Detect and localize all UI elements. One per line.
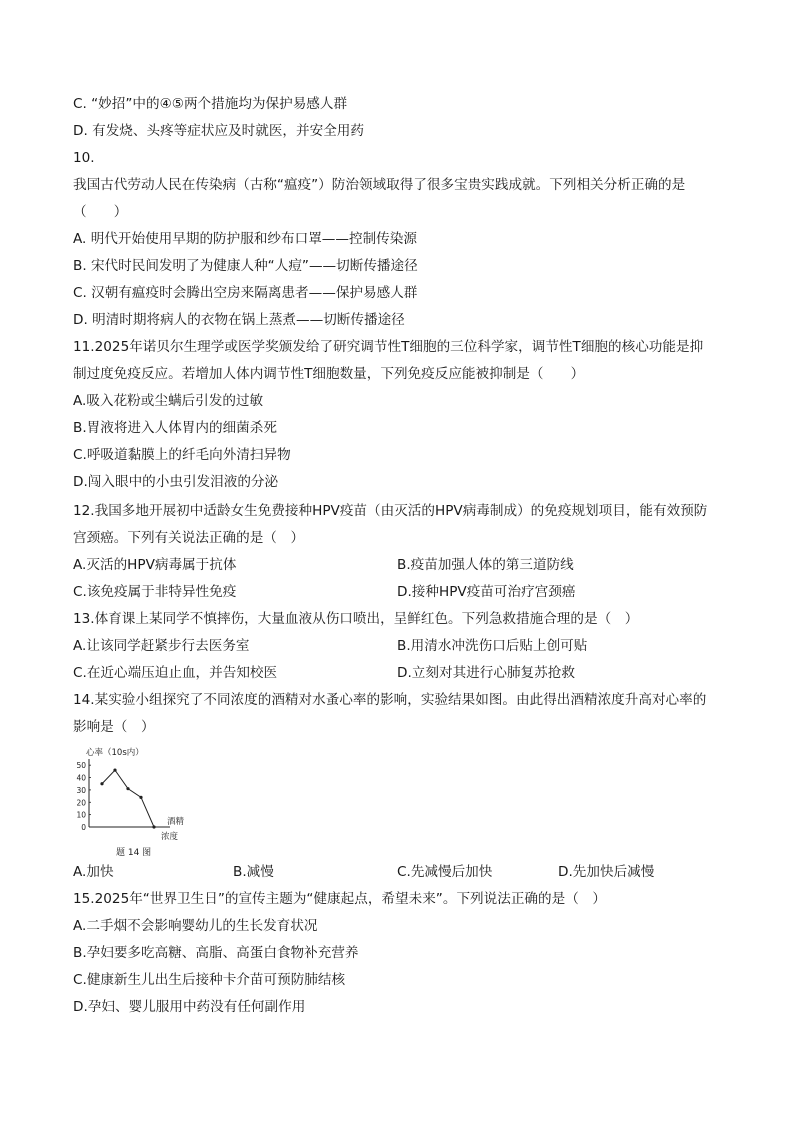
q13-option-b: B.用清水冲洗伤口后贴上创可贴 (397, 638, 588, 654)
chart-xlabel-line-2: 浓度 (161, 832, 179, 842)
q15-option-b: B.孕妇要多吃高糖、高脂、高蛋白食物补充营养 (73, 945, 359, 961)
q14-stem-line-2: 影响是（ ） (73, 719, 155, 735)
q10-option-b: B. 宋代时民间发明了为健康人种“人痘”——切断传播途径 (73, 258, 418, 274)
q10-number: 10. (73, 150, 95, 166)
chart-ylabel: 心率（10s内） (86, 748, 144, 758)
q14-option-a: A.加快 (73, 864, 114, 880)
q12-option-c: C.该免疫属于非特异性免疫 (73, 584, 237, 600)
q15-option-d: D.孕妇、婴儿服用中药没有任何副作用 (73, 999, 306, 1015)
q14-stem-line-1: 14.某实验小组探究了不同浓度的酒精对水蚤心率的影响，实验结果如图。由此得出酒精浓度升高对心率的 (73, 692, 707, 708)
q10-stem-line-1: 我国古代劳动人民在传染病（古称“瘟疫”）防治领域取得了很多宝贵实践成就。下列相关分析正确的是 (73, 177, 686, 193)
data-point (113, 769, 116, 772)
q12-option-a: A.灭活的HPV病毒属于抗体 (73, 557, 237, 573)
q12-stem-line-2: 宫颈癌。下列有关说法正确的是（ ） (73, 530, 305, 546)
data-point (139, 796, 142, 799)
heart-rate-chart (70, 745, 190, 860)
q14-option-b: B.减慢 (233, 864, 274, 880)
q12-option-b: B.疫苗加强人体的第三道防线 (397, 557, 574, 573)
data-point (100, 782, 103, 785)
q11-option-d: D.闯入眼中的小虫引发泪液的分泌 (73, 474, 279, 490)
q13-option-a: A.让该同学赶紧步行去医务室 (73, 638, 250, 654)
q13-option-c: C.在近心端压迫止血，并告知校医 (73, 665, 278, 681)
data-point (126, 787, 129, 790)
q11-stem-line-2: 制过度免疫反应。若增加人体内调节性T细胞数量，下列免疫反应能被抑制是（ ） (73, 366, 585, 382)
heart-rate-line (102, 770, 154, 827)
chart-xlabel-line-1: 酒精 (167, 817, 185, 827)
q10-option-d: D. 明清时期将病人的衣物在锅上蒸煮——切断传播途径 (73, 312, 405, 328)
y-tick-label: 10 (76, 810, 86, 820)
q13-stem: 13.体育课上某同学不慎摔伤，大量血液从伤口喷出，呈鲜红色。下列急救措施合理的是（ ） (73, 611, 639, 627)
y-tick-label: 50 (76, 761, 86, 771)
figure-caption: 题 14 图 (116, 848, 152, 858)
q10-option-c: C. 汉朝有瘟疫时会腾出空房来隔离患者——保护易感人群 (73, 285, 418, 301)
q11-stem-line-1: 11.2025年诺贝尔生理学或医学奖颁发给了研究调节性T细胞的三位科学家，调节性T细胞的核心功能是抑 (73, 339, 704, 355)
q10-option-a: A. 明代开始使用早期的防护服和纱布口罩——控制传染源 (73, 231, 417, 247)
y-tick-label: 0 (81, 823, 86, 832)
q12-stem-line-1: 12.我国多地开展初中适龄女生免费接种HPV疫苗（由灭活的HPV病毒制成）的免疫规划项目，能有效预防 (73, 503, 708, 519)
q15-option-a: A.二手烟不会影响婴幼儿的生长发育状况 (73, 918, 318, 934)
q14-option-c: C.先减慢后加快 (397, 864, 493, 880)
q15-option-c: C.健康新生儿出生后接种卡介苗可预防肺结核 (73, 972, 346, 988)
y-tick-label: 40 (76, 773, 86, 783)
q13-option-d: D.立刻对其进行心肺复苏抢救 (397, 665, 575, 681)
q9-option-c: C. “妙招”中的④⑤两个措施均为保护易感人群 (73, 96, 348, 112)
y-tick-label: 30 (76, 785, 86, 795)
data-point (152, 825, 155, 828)
q11-option-c: C.呼吸道黏膜上的纤毛向外清扫异物 (73, 447, 291, 463)
y-tick-label: 20 (76, 798, 86, 808)
q9-option-d: D. 有发烧、头疼等症状应及时就医，并安全用药 (73, 123, 364, 139)
q10-stem-line-2: （ ） (73, 204, 128, 220)
q12-option-d: D.接种HPV疫苗可治疗宫颈癌 (397, 584, 576, 600)
q15-stem: 15.2025年“世界卫生日”的宣传主题为“健康起点，希望未来”。下列说法正确的是（ ） (73, 891, 606, 907)
q11-option-b: B.胃液将进入人体胃内的细菌杀死 (73, 420, 277, 436)
q11-option-a: A.吸入花粉或尘螨后引发的过敏 (73, 393, 264, 409)
data-points (100, 769, 155, 829)
q14-option-d: D.先加快后减慢 (558, 864, 655, 880)
